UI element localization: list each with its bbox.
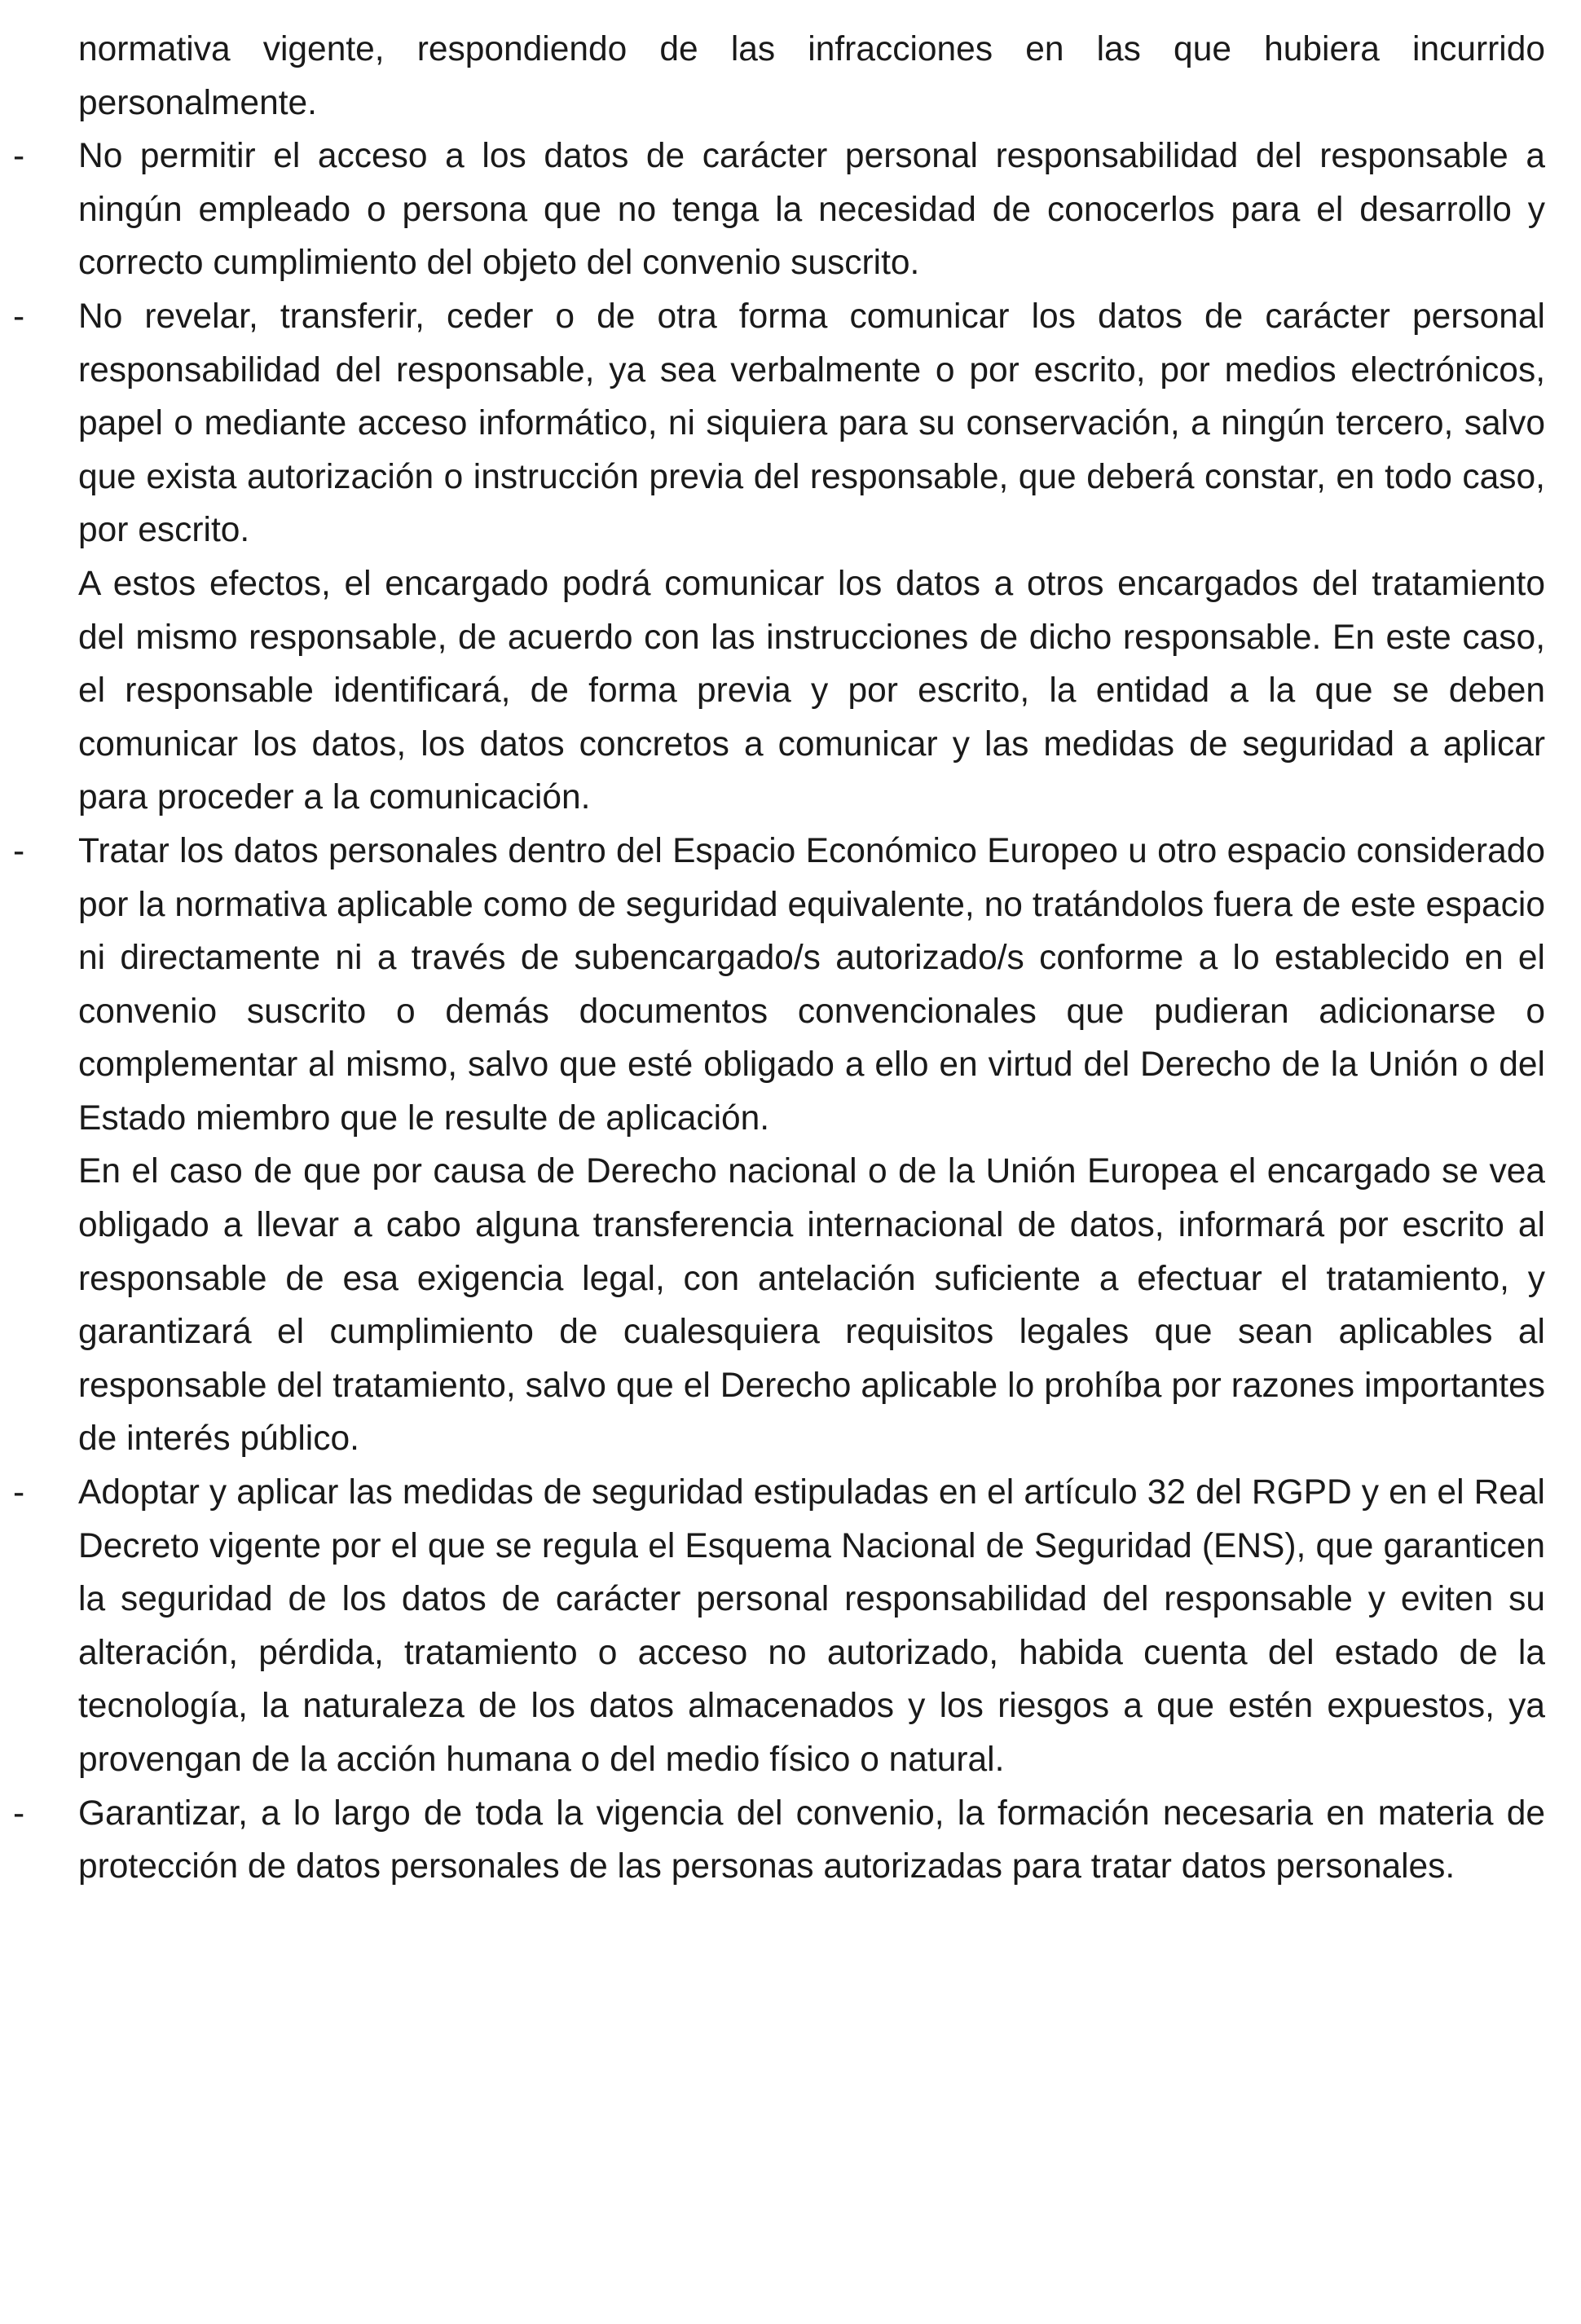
paragraph-continuation [78,23,1545,130]
list-item-text: Tratar los datos personales dentro del Espacio Económico Europeo u otro espacio considerado por la normativa aplicable como de seguridad equivalente, no tratándolos fuera de este espacio ni directamente ni a través de subencargado/s autorizado/s conforme a lo establecido en el convenio suscrito o demás documentos convencionales que pudieran adicionarse o complementar al mismo, salvo que esté obligado a ello en virtud del Derecho de la Unión o del Estado miembro que le resulte de aplicación. [78,831,1545,1138]
list-item [13,1787,1545,1894]
list-item-text: No revelar, transferir, ceder o de otra forma comunicar los datos de carácter personal responsabilidad del responsable, ya sea verbalmente o por escrito, por medios electrónicos, papel o mediante acceso informático, ni siquiera para su conservación, a ningún tercero, salvo que exista autorización o instrucción previa del responsable, que deberá constar, en todo caso, por escrito. [78,297,1545,550]
list-item-text: No permitir el acceso a los datos de carácter personal responsabilidad del responsable a ningún empleado o persona que no tenga la necesidad de conocerlos para el desarrollo y correcto cumplimiento del objeto del convenio suscrito. [78,137,1545,283]
bullet-dash: - [13,137,25,176]
paragraph-text: normativa vigente, respondiendo de las infracciones en las que hubiera incurrido personalmente. [78,30,1545,122]
list-item [13,1466,1545,1787]
list-item-text: Adoptar y aplicar las medidas de seguridad estipuladas en el artículo 32 del RGPD y en el Real Decreto vigente por el que se regula el Esquema Nacional de Seguridad (ENS), que garanticen la seguridad de los datos de carácter personal responsabilidad del responsable y eviten su alteración, pérdida, tratamiento o acceso no autorizado, habida cuenta del estado de la tecnología, la naturaleza de los datos almacenados y los riesgos a que estén expuestos, ya provengan de la acción humana o del medio físico o natural. [78,1473,1545,1779]
paragraph-text: En el caso de que por causa de Derecho nacional o de la Unión Europea el encargado se vea obligado a llevar a cabo alguna transferencia internacional de datos, informará por escrito al responsable de esa exigencia legal, con antelación suficiente a efectuar el tratamiento, y garantizará el cumplimiento de cualesquiera requisitos legales que sean aplicables al responsable del tratamiento, salvo que el Derecho aplicable lo prohíba por razones importantes de interés público. [78,1152,1545,1459]
bullet-dash: - [13,831,25,870]
paragraph-continuation [78,557,1545,825]
bullet-dash: - [13,297,25,336]
paragraph-continuation [78,1145,1545,1466]
list-item [13,825,1545,1146]
bullet-dash: - [13,1794,25,1833]
list-item-text: Garantizar, a lo largo de toda la vigencia del convenio, la formación necesaria en materia de protección de datos personales de las personas autorizadas para tratar datos personales. [78,1794,1545,1886]
paragraph-text: A estos efectos, el encargado podrá comunicar los datos a otros encargados del tratamiento del mismo responsable, de acuerdo con las instrucciones de dicho responsable. En este caso, el responsable identificará, de forma previa y por escrito, la entidad a la que se deben comunicar los datos, los datos concretos a comunicar y las medidas de seguridad a aplicar para proceder a la comunicación. [78,564,1545,817]
list-item [13,290,1545,557]
document-body [13,23,1545,1894]
bullet-dash: - [13,1473,25,1512]
list-item [13,130,1545,290]
